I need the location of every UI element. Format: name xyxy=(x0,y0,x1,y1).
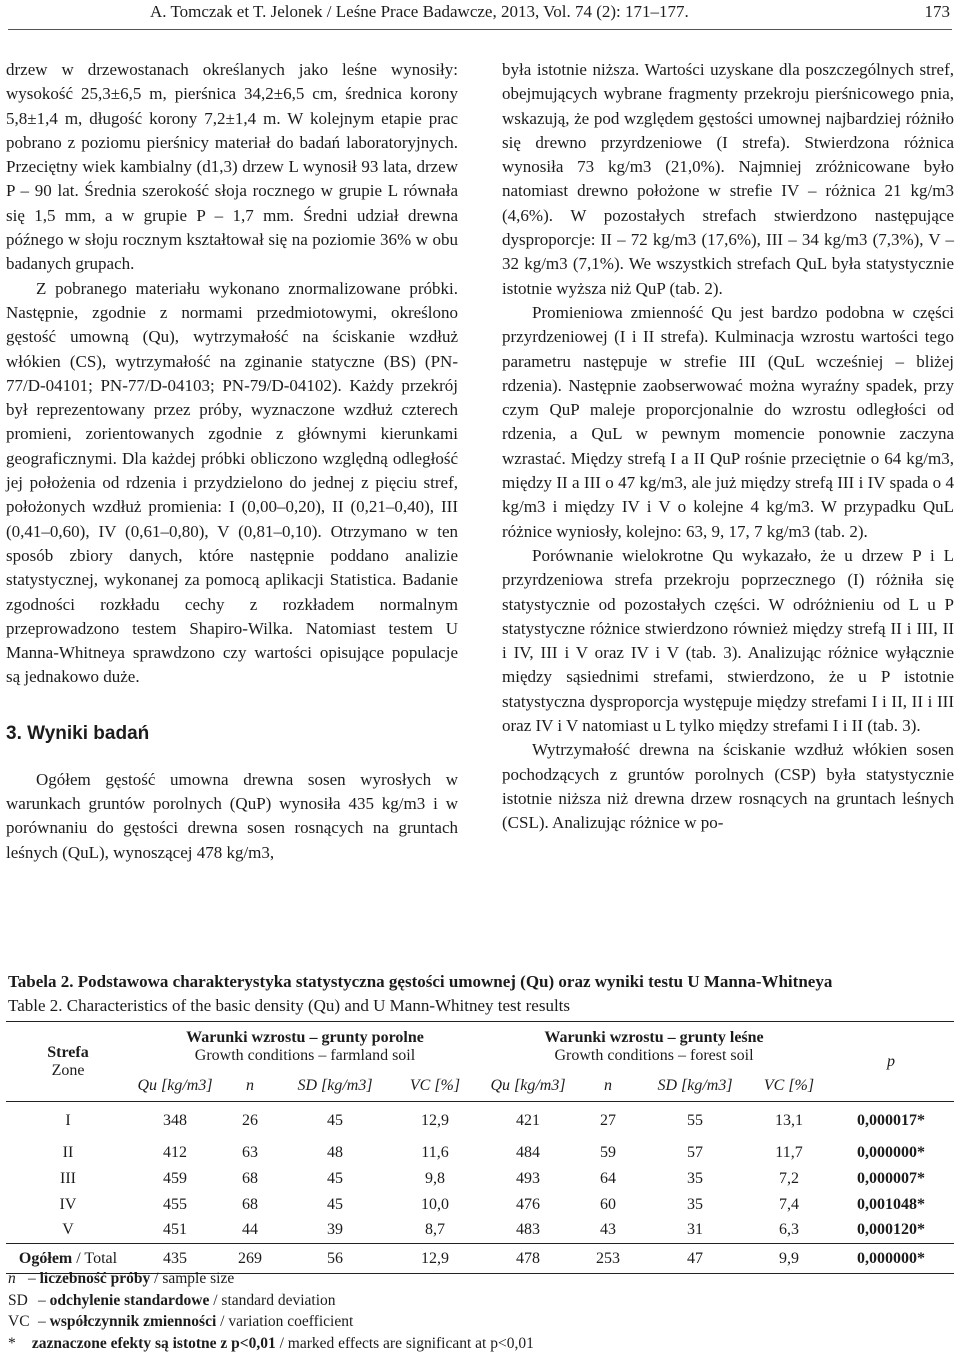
table-row xyxy=(6,1166,954,1192)
note-en: / standard deviation xyxy=(209,1291,336,1309)
cell-vc1: 8,7 xyxy=(425,1221,445,1239)
left-paragraph-2: Z pobranego materiału wykonano znormalizowane próbki. Następnie, zgodnie z normami przedmiotowymi, określono gęstość umowną (Qu), wytrzymałość na ściskanie wzdłuż włókien (CS), wytrzymałość na zginanie statyczne (BS) (PN-77/D-04101; PN-77/D-04103; PN-79/D-04102). Każdy przekrój był reprezentowany przez próby, wyznaczone wzdłuż czterech promieni, zorientowanych zgodnie z głównymi kierunkami geograficznymi. Dla każdej próbki obliczono względną odległość jej położenia od rdzenia i przydzielono do jednej z pięciu stref, położonych wzdłuż promienia: I (0,00–0,20), II (0,21–0,40), III (0,41–0,60), IV (0,61–0,80), V (0,81–0,10). Otrzymano w ten sposób zbiory danych, które następnie poddano analizie statystycznej, wykonanej za pomocą aplikacji Statistica. Badanie zgodności rozkładu cechy z rozkładem normalnym przeprowadzono testem Shapiro-Wilka. Natomiast testem U Manna-Whitneya sprawdzono czy wartości opisujące populacje są jednakowo duże. xyxy=(6,278,458,687)
cell-vc2: 11,7 xyxy=(775,1143,803,1161)
cell-sd1: 56 xyxy=(327,1249,343,1267)
cell-p: 0,000120* xyxy=(857,1221,925,1239)
cell-sd1: 45 xyxy=(327,1195,343,1213)
left-paragraph-1: drzew w drzewostanach określanych jako leśne wynosiły: wysokość 25,3±6,5 m, pierśnica 34,2±6,5 cm, średnica korony 5,8±1,4 m, długość korony 7,2±1,4 m. W kolejnym etapie prac pobrano z poziomu pierśnicy materiał do badań laboratoryjnych. Przeciętny wiek kambialny (d1,3) drzew L wynosił 93 lata, drzew P – 90 lat. Średnia szerokość słoja rocznego w grupie L równała się 1,5 mm, a w grupie P – 1,7 mm. Średni udział drewna późnego w słoju rocznym kształtował się na poziomie 36% w obu badanych grupach. xyxy=(6,60,458,274)
right-paragraph-4: Wytrzymałość drewna na ściskanie wzdłuż włókien sosen pochodzących z gruntów porolnych (CSP) była statystycznie istotnie niższa niż drewna drzew rosnących na gruntach leśnych (CSL). Analizując różnice w po- xyxy=(502,740,954,833)
running-head: A. Tomczak et T. Jelonek / Leśne Prace Badawcze, 2013, Vol. 74 (2): 171–177. xyxy=(150,2,689,21)
cell-qu1: 451 xyxy=(163,1221,187,1239)
table-caption xyxy=(8,970,948,1018)
cell-sd1: 45 xyxy=(327,1169,343,1187)
right-column xyxy=(502,58,954,836)
cell-n1: 68 xyxy=(242,1195,258,1213)
cell-p: 0,000017* xyxy=(857,1111,925,1129)
cell-sd2: 57 xyxy=(687,1143,703,1161)
group2-header-pl: Warunki wzrostu – grunty leśne xyxy=(544,1028,764,1046)
total-label-pl: Ogółem xyxy=(18,1249,73,1267)
right-paragraph-2: Promieniowa zmienność Qu jest bardzo podobna w części przyrdzeniowej (I i II strefa). Kulminacja wzrostu wartości tego parametru następuje w strefie III (QuL wcześniej – bliżej rdzenia). Następnie zaobserwować można wyraźny spadek, przy czym QuP maleje proporcjonalnie do wzrostu odległości od rdzenia, a QuL w pewnym momencie ponownie zaczyna wzrastać. Między strefą I a II QuP rośnie przeciętnie o 64 kg/m3, między II a III o 47 kg/m3, ale już między strefą III i IV spada o 4 kg/m3 i między IV i V o kolejne 4 kg/m3. W przypadku QuL różnice wyniosły, kolejno: 63, 9, 17, 7 kg/m3 (tab. 2). xyxy=(502,302,954,541)
note-pl: współczynnik zmienności xyxy=(49,1313,217,1331)
cell-n2: 43 xyxy=(600,1221,616,1239)
cell-p: 0,000000* xyxy=(857,1249,925,1267)
cell-n2: 27 xyxy=(600,1111,616,1129)
running-header xyxy=(0,0,960,26)
note-symbol: n xyxy=(8,1270,16,1287)
cell-sd2: 47 xyxy=(687,1249,703,1267)
table-notes xyxy=(8,1268,948,1354)
cell-sd2: 35 xyxy=(687,1169,703,1187)
cell-p: 0,001048* xyxy=(857,1195,925,1213)
note-symbol: SD xyxy=(8,1291,28,1309)
zone-header-en: Zone xyxy=(51,1061,85,1079)
zone-header xyxy=(6,1022,130,1102)
cell-n1: 26 xyxy=(242,1111,258,1129)
cell-vc2: 6,3 xyxy=(779,1221,799,1239)
cell-qu2: 483 xyxy=(516,1221,540,1239)
cell-sd2: 55 xyxy=(687,1111,703,1129)
cell-vc1: 10,0 xyxy=(421,1195,449,1213)
table-row xyxy=(6,1192,954,1218)
group1-header-en: Growth conditions – farmland soil xyxy=(194,1046,416,1064)
group2-header xyxy=(480,1022,828,1072)
note-line xyxy=(8,1268,948,1290)
cell-sd1: 39 xyxy=(327,1221,343,1239)
cell-qu1: 412 xyxy=(163,1143,187,1161)
cell-qu1: 348 xyxy=(163,1111,187,1129)
col-n-2: n xyxy=(604,1077,612,1095)
note-dash: – xyxy=(38,1313,50,1331)
cell-zone: I xyxy=(65,1111,71,1129)
cell-vc2: 7,2 xyxy=(779,1169,799,1187)
cell-vc1: 12,9 xyxy=(421,1111,449,1129)
table-caption-en: Table 2. Characteristics of the basic density (Qu) and U Mann-Whitney test results xyxy=(8,996,571,1015)
section-heading: 3. Wyniki badań xyxy=(6,722,150,744)
col-vc-1: VC [%] xyxy=(409,1077,461,1095)
col-vc-2: VC [%] xyxy=(763,1077,815,1095)
cell-zone: II xyxy=(62,1143,74,1161)
cell-qu1: 435 xyxy=(163,1249,187,1267)
left-column xyxy=(6,58,458,865)
cell-vc2: 9,9 xyxy=(779,1249,799,1267)
cell-p: 0,000007* xyxy=(857,1169,925,1187)
total-label-en: / Total xyxy=(72,1249,118,1267)
data-table xyxy=(6,1021,954,1274)
table-row xyxy=(6,1218,954,1244)
table-row xyxy=(6,1140,954,1166)
note-dash: – xyxy=(38,1291,50,1309)
note-line xyxy=(8,1333,948,1355)
note-line xyxy=(8,1290,948,1312)
right-paragraph-3: Porównanie wielokrotne Qu wykazało, że u drzew P i L przyrdzeniowa strefa przekroju poprzecznego (I) różniła się statystycznie od pozostałych części. W odróżnieniu od L u P statystyczne różnice stwierdzono również między strefą II i III, II i IV, III i V oraz IV i V (tab. 3). Analizując różnice wyłącznie między sąsiednimi strefami, stwierdzono, że u P istotnie statystyczna dysproporcja występuje między strefami I i II, II i III oraz IV i V natomiast u L tylko między strefami I i II (tab. 3). xyxy=(502,545,954,736)
cell-sd1: 45 xyxy=(327,1111,343,1129)
note-pl: zaznaczone efekty są istotne z p<0,01 xyxy=(31,1334,276,1352)
cell-qu2: 484 xyxy=(516,1143,540,1161)
cell-qu2: 478 xyxy=(516,1249,540,1267)
zone-header-pl: Strefa xyxy=(47,1043,89,1061)
cell-vc1: 11,6 xyxy=(421,1143,449,1161)
col-qu-2: Qu [kg/m3] xyxy=(490,1077,566,1095)
cell-zone: V xyxy=(62,1221,74,1239)
cell-qu1: 455 xyxy=(163,1195,187,1213)
cell-n1: 44 xyxy=(242,1221,258,1239)
cell-n1: 63 xyxy=(242,1143,258,1161)
cell-n1: 68 xyxy=(242,1169,258,1187)
table-caption-pl: Tabela 2. Podstawowa charakterystyka statystyczna gęstości umownej (Qu) oraz wyniki testu U Manna-Whitneya xyxy=(8,972,833,991)
table-body xyxy=(6,1102,954,1244)
note-en: / variation coefficient xyxy=(216,1313,354,1331)
cell-zone: IV xyxy=(59,1195,77,1213)
cell-sd1: 48 xyxy=(327,1143,343,1161)
cell-p: 0,000000* xyxy=(857,1143,925,1161)
note-symbol: * xyxy=(8,1334,16,1352)
col-sd-1: SD [kg/m3] xyxy=(297,1077,373,1095)
cell-zone: III xyxy=(60,1169,76,1187)
cell-n2: 59 xyxy=(600,1143,616,1161)
header-rule xyxy=(8,29,952,30)
cell-vc2: 7,4 xyxy=(779,1195,799,1213)
table-row xyxy=(6,1102,954,1140)
note-en: / marked effects are significant at p<0,01 xyxy=(275,1334,534,1352)
cell-n2: 60 xyxy=(600,1195,616,1213)
cell-qu2: 421 xyxy=(516,1111,540,1129)
note-dash: – xyxy=(28,1270,40,1287)
cell-vc1: 12,9 xyxy=(421,1249,449,1267)
note-line xyxy=(8,1311,948,1333)
cell-qu1: 459 xyxy=(163,1169,187,1187)
group2-header-en: Growth conditions – forest soil xyxy=(554,1046,754,1064)
cell-qu2: 476 xyxy=(516,1195,540,1213)
cell-n2: 64 xyxy=(600,1169,616,1187)
cell-n2: 253 xyxy=(596,1249,620,1267)
note-en: / sample size xyxy=(150,1270,235,1287)
page-number: 173 xyxy=(924,2,950,21)
cell-n1: 269 xyxy=(238,1249,262,1267)
note-pl: liczebność próby xyxy=(39,1270,151,1287)
cell-sd2: 31 xyxy=(687,1221,703,1239)
group1-header-pl: Warunki wzrostu – grunty porolne xyxy=(186,1028,424,1046)
group1-header xyxy=(130,1022,480,1072)
note-pl: odchylenie standardowe xyxy=(49,1291,210,1309)
right-paragraph-1: była istotnie niższa. Wartości uzyskane dla poszczególnych stref, obejmujących wybrane fragmenty przekroju pierśnicowego pnia, wskazują, że pod względem gęstości umownej najbardziej różniło się drewno przyrdzeniowe (I strefa). Stwierdzona różnica wynosiła 73 kg/m3 (21,0%). Najmniej zróżnicowane było natomiast drewno położone w strefie IV – różnica 21 kg/m3 (4,6%). W pozostałych strefach stwierdzono następujące dysproporcje: II – 72 kg/m3 (17,6%), III – 34 kg/m3 (7,3%), V – 32 kg/m3 (7,1%). We wszystkich strefach QuL była statystycznie istotnie wyższa niż QuP (tab. 2). xyxy=(502,60,954,298)
col-qu-1: Qu [kg/m3] xyxy=(137,1077,213,1095)
cell-vc1: 9,8 xyxy=(425,1169,445,1187)
col-sd-2: SD [kg/m3] xyxy=(657,1077,733,1095)
cell-vc2: 13,1 xyxy=(775,1111,803,1129)
cell-sd2: 35 xyxy=(687,1195,703,1213)
col-n-1: n xyxy=(246,1077,254,1095)
cell-qu2: 493 xyxy=(516,1169,540,1187)
note-symbol: VC xyxy=(8,1313,30,1331)
left-paragraph-3: Ogółem gęstość umowna drewna sosen wyrosłych w warunkach gruntów porolnych (QuP) wynosiła 435 kg/m3 i w porównaniu do gęstości drewna sosen rosnących na gruntach leśnych (QuL), wynoszącej 478 kg/m3, xyxy=(6,769,458,862)
p-header: p xyxy=(828,1022,954,1102)
